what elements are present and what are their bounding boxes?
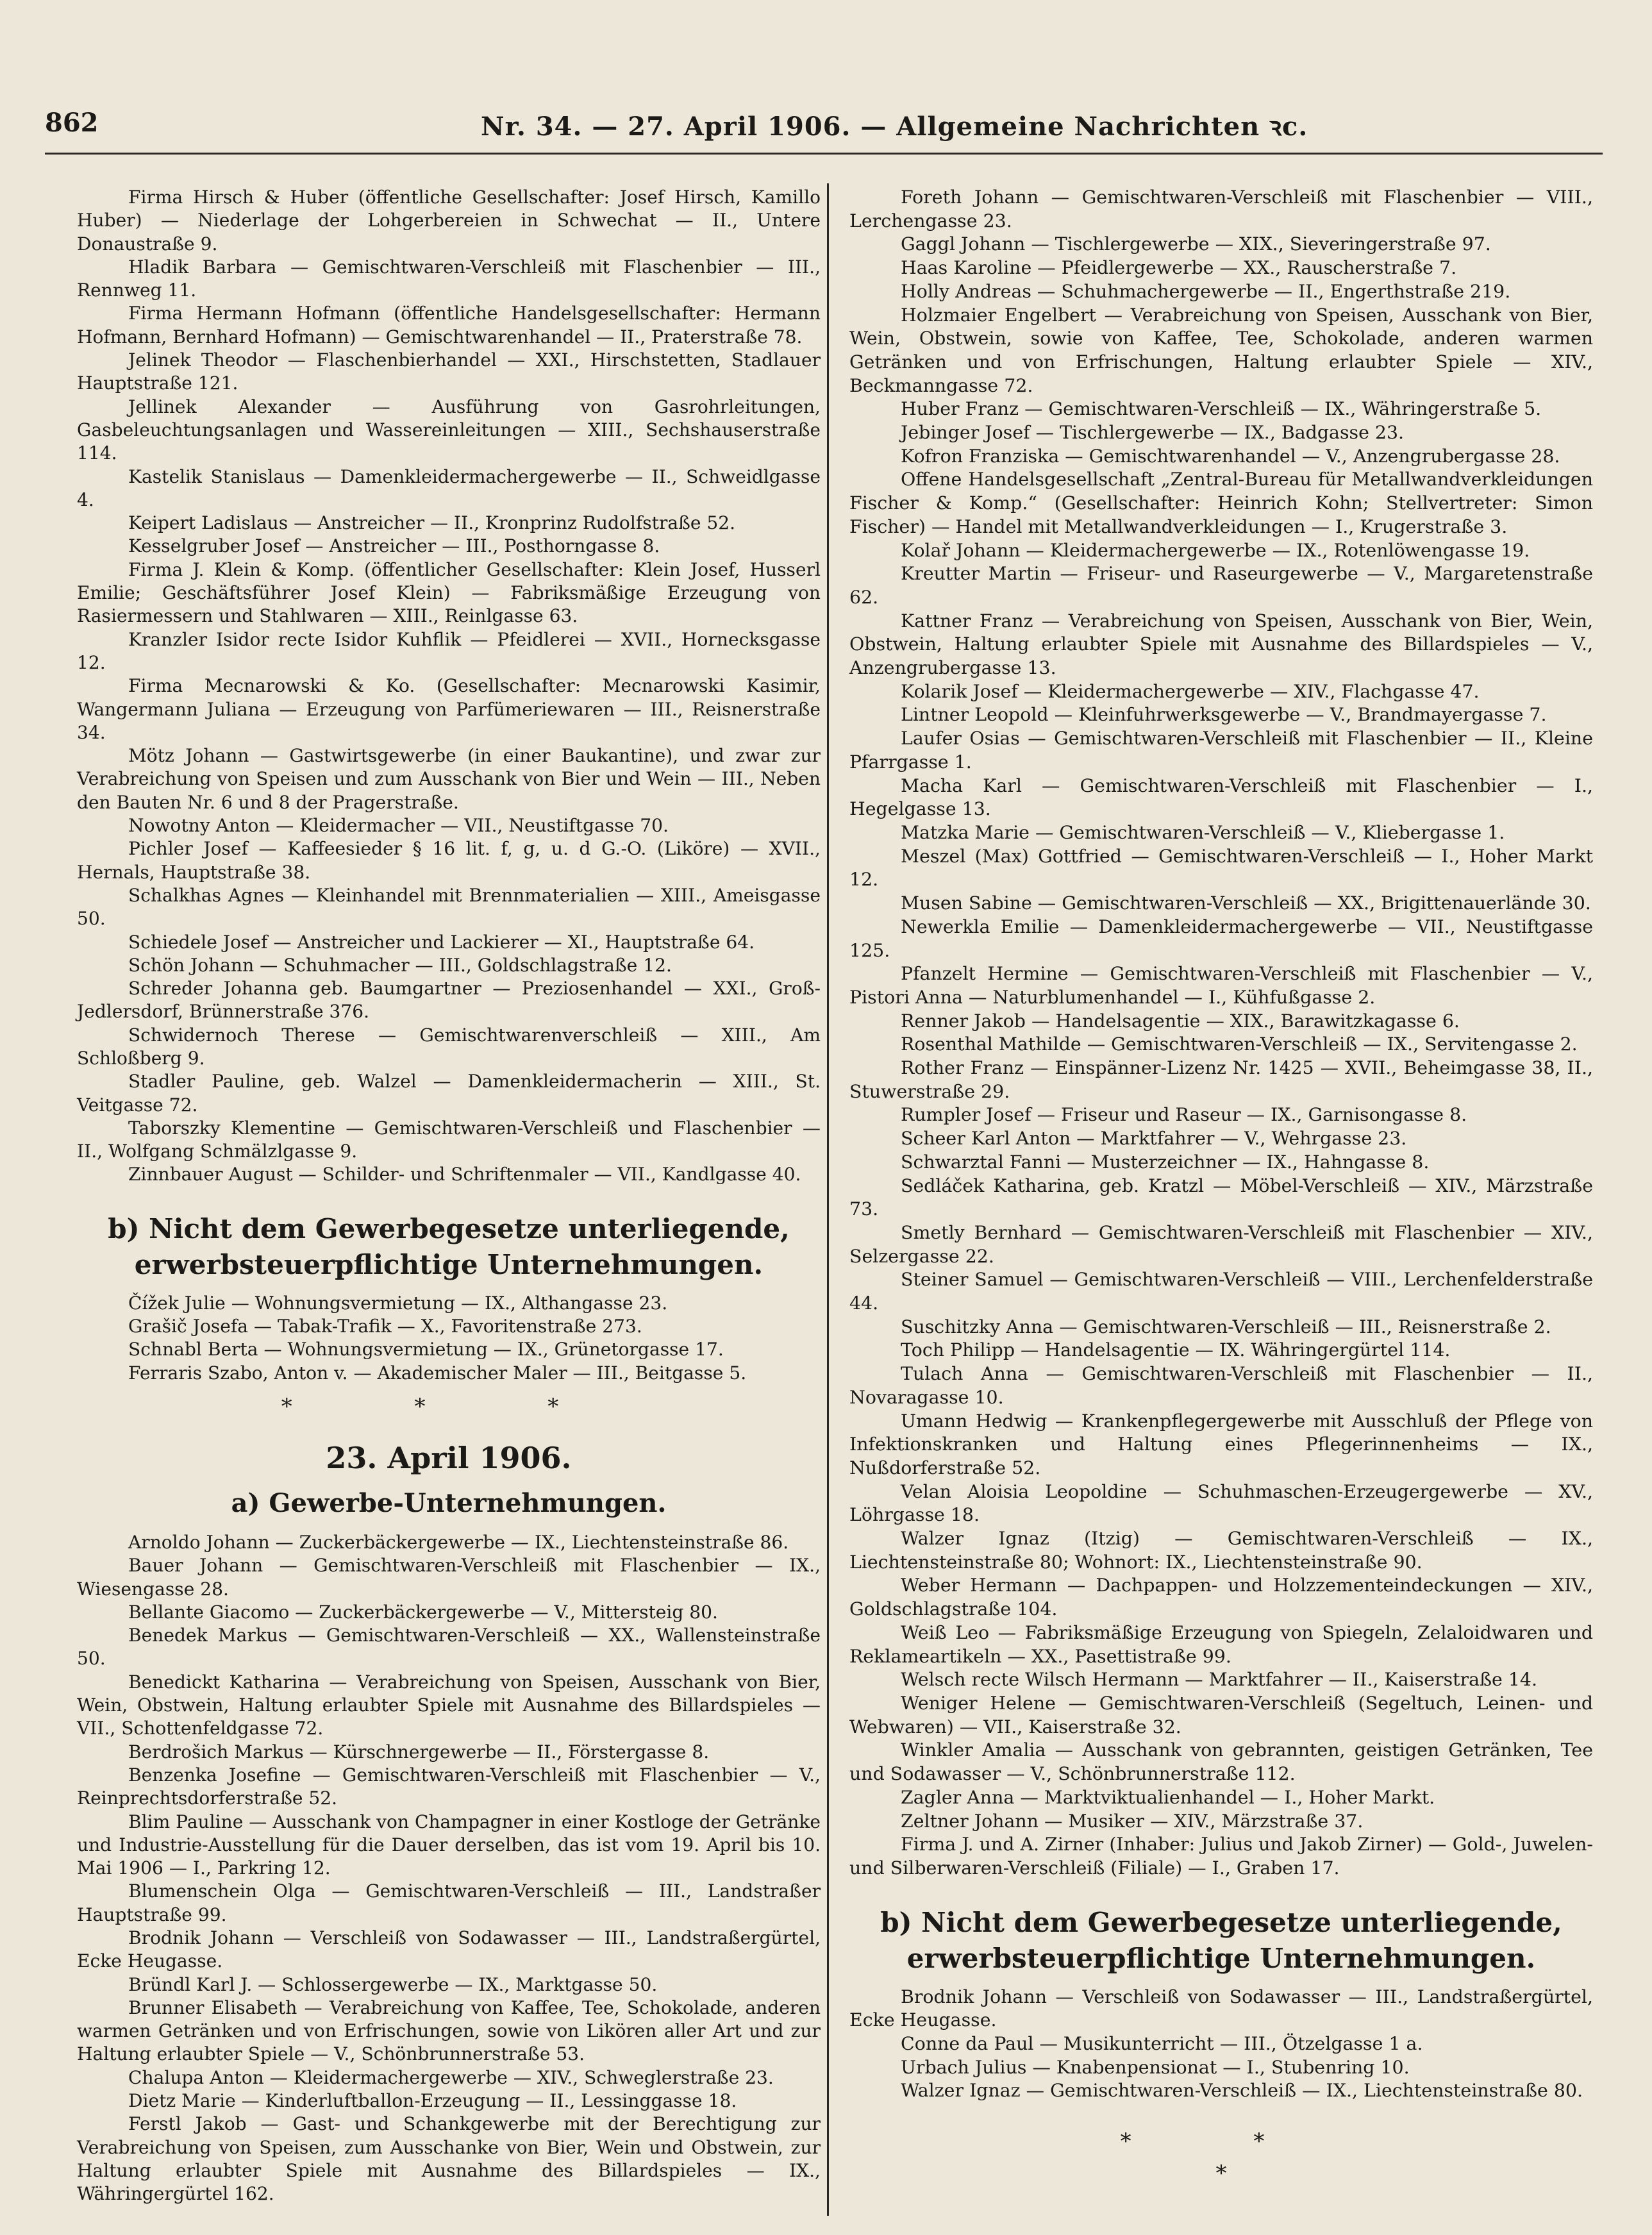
right-entries-a <box>849 186 1593 1880</box>
date-heading: 23. April 1906. <box>326 1440 572 1475</box>
list-item: Holly Andreas — Schuhmachergewerbe — II., Engerthstraße 219. <box>901 280 1511 302</box>
list-item: Chalupa Anton — Kleidermachergewerbe — XIV., Schweglerstraße 23. <box>128 2066 774 2088</box>
left-entries-b <box>77 1292 821 1385</box>
list-item: Firma Hermann Hofmann (öffentliche Handelsgesellschafter: Hermann Hofmann, Bernhard Hofmann) — Gemischtwarenhandel — II., Praterstraße 78. <box>77 303 821 347</box>
list-item: Smetly Bernhard — Gemischtwaren-Verschleiß mit Flaschenbier — XIV., Selzergasse 22. <box>849 1221 1593 1267</box>
list-item: Berdrošich Markus — Kürschnergewerbe — II., Förstergasse 8. <box>128 1741 710 1762</box>
list-item: Toch Philipp — Handelsagentie — IX. Währingergürtel 114. <box>901 1339 1451 1361</box>
list-item: Lintner Leopold — Kleinfuhrwerksgewerbe — V., Brandmayergasse 7. <box>901 704 1547 726</box>
left-entries-a <box>77 186 821 1187</box>
list-item: Welsch recte Wilsch Hermann — Marktfahrer — II., Kaiserstraße 14. <box>901 1669 1538 1691</box>
list-item: Mötz Johann — Gastwirtsgewerbe (in einer Baukantine), und zwar zur Verabreichung von Speisen und zum Ausschank von Bier und Wein — III., Neben den Bauten Nr. 6 und 8 der Pragerstraße. <box>77 745 821 813</box>
running-title: Nr. 34. — 27. April 1906. — Allgemeine Nachrichten ꝛc. <box>481 112 1308 142</box>
list-item: Schiedele Josef — Anstreicher und Lackierer — XI., Hauptstraße 64. <box>128 931 755 953</box>
list-item: Benedickt Katharina — Verabreichung von Speisen, Ausschank von Bier, Wein, Obstwein, Haltung erlaubter Spiele mit Ausnahme des Billardspieles — VII., Schottenfeldgasse 72. <box>77 1671 821 1739</box>
closing-stars-top: * * <box>1120 2129 1322 2155</box>
list-item: Kastelik Stanislaus — Damenkleidermachergewerbe — II., Schweidlgasse 4. <box>77 465 821 510</box>
list-item: Dietz Marie — Kinderluftballon-Erzeugung — II., Lessinggasse 18. <box>128 2090 737 2112</box>
list-item: Schnabl Berta — Wohnungsvermietung — IX., Grünetorgasse 17. <box>128 1339 724 1360</box>
list-item: Macha Karl — Gemischtwaren-Verschleiß mit Flaschenbier — I., Hegelgasse 13. <box>849 774 1593 820</box>
list-item: Conne da Paul — Musikunterricht — III., Ötzelgasse 1 a. <box>901 2033 1423 2055</box>
list-item: Pfanzelt Hermine — Gemischtwaren-Verschleiß mit Flaschenbier — V., Pistori Anna — Naturblumenhandel — I., Kühfußgasse 2. <box>849 963 1593 1008</box>
list-item: Sedláček Katharina, geb. Kratzl — Möbel-Verschleiß — XIV., Märzstraße 73. <box>849 1175 1593 1220</box>
list-item: Renner Jakob — Handelsagentie — XIX., Barawitzkagasse 6. <box>901 1010 1460 1032</box>
list-item: Blim Pauline — Ausschank von Champagner in einer Kostloge der Getränke und Industrie-Ausstellung für die Dauer derselben, das ist vom 19. April bis 10. Mai 1906 — I., Parkring 12. <box>77 1811 821 1879</box>
list-item: Bründl Karl J. — Schlossergewerbe — IX., Marktgasse 50. <box>128 1973 658 1995</box>
header-rule <box>45 153 1603 155</box>
list-item: Urbach Julius — Knabenpensionat — I., Stubenring 10. <box>901 2056 1410 2078</box>
list-item: Walzer Ignaz (Itzig) — Gemischtwaren-Verschleiß — IX., Liechtensteinstraße 80; Wohnort: IX., Liechtensteinstraße 90. <box>849 1528 1593 1573</box>
list-item: Kreutter Martin — Friseur- und Raseurgewerbe — V., Margaretenstraße 62. <box>849 563 1593 608</box>
list-item: Suschitzky Anna — Gemischtwaren-Verschleiß — III., Reisnerstraße 2. <box>901 1316 1551 1337</box>
section-heading-a: a) Gewerbe-Unternehmungen. <box>231 1487 667 1518</box>
list-item: Meszel (Max) Gottfried — Gemischtwaren-Verschleiß — I., Hoher Markt 12. <box>849 845 1593 891</box>
list-item: Kranzler Isidor recte Isidor Kuhflik — Pfeidlerei — XVII., Hornecksgasse 12. <box>77 628 821 673</box>
list-item: Taborszky Klementine — Gemischtwaren-Verschleiß und Flaschenbier — II., Wolfgang Schmälzlgasse 9. <box>77 1117 821 1162</box>
list-item: Zagler Anna — Marktviktualienhandel — I., Hoher Markt. <box>901 1786 1435 1808</box>
list-item: Haas Karoline — Pfeidlergewerbe — XX., Rauscherstraße 7. <box>901 257 1457 279</box>
left-entries-c <box>77 1531 821 2206</box>
list-item: Velan Aloisia Leopoldine — Schuhmaschen-Erzeugergewerbe — XV., Löhrgasse 18. <box>849 1480 1593 1526</box>
list-item: Čížek Julie — Wohnungsvermietung — IX., Althangasse 23. <box>128 1292 668 1314</box>
list-item: Laufer Osias — Gemischtwaren-Verschleiß mit Flaschenbier — II., Kleine Pfarrgasse 1. <box>849 728 1593 773</box>
list-item: Foreth Johann — Gemischtwaren-Verschleiß mit Flaschenbier — VIII., Lerchengasse 23. <box>849 187 1593 231</box>
left-column <box>77 186 821 2206</box>
list-item: Firma J. Klein & Komp. (öffentlicher Gesellschafter: Klein Josef, Husserl Emilie; Geschäftsführer Josef Klein) — Fabriksmäßige Erzeugung von Rasiermessern und Stahlwaren — XIII., Reinlgasse 63. <box>77 558 821 627</box>
right-column <box>849 186 1593 2186</box>
list-item: Rosenthal Mathilde — Gemischtwaren-Verschleiß — IX., Servitengasse 2. <box>901 1034 1578 1055</box>
list-item: Kolarik Josef — Kleidermachergewerbe — XIV., Flachgasse 47. <box>901 680 1480 702</box>
list-item: Ferraris Szabo, Anton v. — Akademischer Maler — III., Beitgasse 5. <box>128 1362 747 1384</box>
list-item: Musen Sabine — Gemischtwaren-Verschleiß — XX., Brigittenauerlände 30. <box>901 892 1591 914</box>
list-item: Rother Franz — Einspänner-Lizenz Nr. 1425 — XVII., Beheimgasse 38, II., Stuwerstraße 29. <box>849 1057 1593 1102</box>
list-item: Jebinger Josef — Tischlergewerbe — IX., Badgasse 23. <box>901 422 1405 444</box>
list-item: Winkler Amalia — Ausschank von gebrannten, geistigen Getränken, Tee und Sodawasser — V., Schönbrunnerstraße 112. <box>849 1739 1593 1785</box>
page-number: 862 <box>45 108 99 138</box>
list-item: Kolař Johann — Kleidermachergewerbe — IX., Rotenlöwengasse 19. <box>901 539 1530 561</box>
list-item: Huber Franz — Gemischtwaren-Verschleiß — IX., Währingerstraße 5. <box>901 398 1542 420</box>
list-item: Benzenka Josefine — Gemischtwaren-Verschleiß mit Flaschenbier — V., Reinprechtsdorferstraße 52. <box>77 1764 821 1809</box>
section-stars: * * * <box>281 1393 617 1419</box>
list-item: Tulach Anna — Gemischtwaren-Verschleiß mit Flaschenbier — II., Novaragasse 10. <box>849 1363 1593 1408</box>
list-item: Holzmaier Engelbert — Verabreichung von Speisen, Ausschank von Bier, Wein, Obstwein, sowie von Kaffee, Tee, Schokolade, anderen warmen Getränken und von Erfrischungen, Haltung erlaubter Spiele — XIV., Beckmanngasse 72. <box>849 304 1593 396</box>
section-heading-b: b) Nicht dem Gewerbegesetze unterliegende, erwerbsteuerpflichtige Unternehmungen. <box>108 1212 790 1280</box>
list-item: Weiß Leo — Fabriksmäßige Erzeugung von Spiegeln, Zelaloidwaren und Reklameartikeln — XX., Pasettistraße 99. <box>849 1621 1593 1667</box>
list-item: Schön Johann — Schuhmacher — III., Goldschlagstraße 12. <box>128 954 672 976</box>
list-item: Walzer Ignaz — Gemischtwaren-Verschleiß — IX., Liechtensteinstraße 80. <box>901 2080 1583 2102</box>
list-item: Kesselgruber Josef — Anstreicher — III., Posthorngasse 8. <box>128 535 660 557</box>
list-item: Jellinek Alexander — Ausführung von Gasrohrleitungen, Gasbeleuchtungsanlagen und Wassereinleitungen — XIII., Sechshauserstraße 114. <box>77 396 821 464</box>
list-item: Umann Hedwig — Krankenpflegergewerbe mit Ausschluß der Pflege von Infektionskranken und Haltung eines Pflegerinnenheims — IX., Nußdorferstraße 52. <box>849 1410 1593 1478</box>
list-item: Schreder Johanna geb. Baumgartner — Preziosenhandel — XXI., Groß-Jedlersdorf, Brünnerstraße 376. <box>77 978 821 1023</box>
list-item: Brodnik Johann — Verschleiß von Sodawasser — III., Landstraßergürtel, Ecke Heugasse. <box>77 1927 821 1972</box>
list-item: Kattner Franz — Verabreichung von Speisen, Ausschank von Bier, Wein, Obstwein, Haltung erlaubter Spiele mit Ausnahme des Billardspieles — V., Anzengrubergasse 13. <box>849 610 1593 679</box>
right-entries-b <box>849 1986 1593 2104</box>
list-item: Rumpler Josef — Friseur und Raseur — IX., Garnisongasse 8. <box>901 1104 1467 1126</box>
list-item: Hladik Barbara — Gemischtwaren-Verschleiß mit Flaschenbier — III., Rennweg 11. <box>77 256 821 301</box>
column-divider <box>827 183 829 2216</box>
list-item: Offene Handelsgesellschaft „Zentral-Bureau für Metallwandverkleidungen Fischer & Komp.“ (Gesellschafter: Heinrich Kohn; Stellvertreter: Simon Fischer) — Handel mit Metallwandverkleidungen — I., Krugerstraße 3. <box>849 469 1593 537</box>
list-item: Firma Hirsch & Huber (öffentliche Gesellschafter: Josef Hirsch, Kamillo Huber) — Niederlage der Lohgerbereien in Schwechat — II., Untere Donaustraße 9. <box>77 187 821 255</box>
list-item: Steiner Samuel — Gemischtwaren-Verschleiß — VIII., Lerchenfelderstraße 44. <box>849 1269 1593 1314</box>
closing-stars-bottom: * <box>1215 2161 1227 2187</box>
list-item: Weber Hermann — Dachpappen- und Holzzementeindeckungen — XIV., Goldschlagstraße 104. <box>849 1575 1593 1620</box>
list-item: Firma J. und A. Zirner (Inhaber: Julius und Jakob Zirner) — Gold-, Juwelen- und Silberwaren-Verschleiß (Filiale) — I., Graben 17. <box>849 1834 1593 1879</box>
list-item: Gaggl Johann — Tischlergewerbe — XIX., Sieveringerstraße 97. <box>901 233 1491 255</box>
list-item: Brodnik Johann — Verschleiß von Sodawasser — III., Landstraßergürtel, Ecke Heugasse. <box>849 1986 1593 2031</box>
list-item: Benedek Markus — Gemischtwaren-Verschleiß — XX., Wallensteinstraße 50. <box>77 1625 821 1670</box>
list-item: Nowotny Anton — Kleidermacher — VII., Neustiftgasse 70. <box>128 815 669 837</box>
list-item: Zinnbauer August — Schilder- und Schriftenmaler — VII., Kandlgasse 40. <box>128 1164 801 1185</box>
list-item: Stadler Pauline, geb. Walzel — Damenkleidermacherin — XIII., St. Veitgasse 72. <box>77 1071 821 1116</box>
list-item: Keipert Ladislaus — Anstreicher — II., Kronprinz Rudolfstraße 52. <box>128 512 736 534</box>
list-item: Ferstl Jakob — Gast- und Schankgewerbe mit der Berechtigung zur Verabreichung von Speisen, zum Ausschanke von Bier, Wein und Obstwein, zur Haltung erlaubter Spiele mit Ausnahme des Billardspieles — IX., Währingergürtel 162. <box>77 2113 821 2205</box>
list-item: Matzka Marie — Gemischtwaren-Verschleiß — V., Kliebergasse 1. <box>901 821 1505 843</box>
page-header <box>45 108 1603 153</box>
list-item: Bauer Johann — Gemischtwaren-Verschleiß mit Flaschenbier — IX., Wiesengasse 28. <box>77 1555 821 1600</box>
list-item: Arnoldo Johann — Zuckerbäckergewerbe — IX., Liechtensteinstraße 86. <box>128 1531 789 1553</box>
list-item: Blumenschein Olga — Gemischtwaren-Verschleiß — III., Landstraßer Hauptstraße 99. <box>77 1880 821 1925</box>
list-item: Schwidernoch Therese — Gemischtwarenverschleiß — XIII., Am Schloßberg 9. <box>77 1024 821 1069</box>
list-item: Bellante Giacomo — Zuckerbäckergewerbe — V., Mittersteig 80. <box>128 1601 718 1623</box>
list-item: Schalkhas Agnes — Kleinhandel mit Brennmaterialien — XIII., Ameisgasse 50. <box>77 884 821 930</box>
list-item: Weniger Helene — Gemischtwaren-Verschleiß (Segeltuch, Leinen- und Webwaren) — VII., Kaiserstraße 32. <box>849 1693 1593 1737</box>
list-item: Kofron Franziska — Gemischtwarenhandel — V., Anzengrubergasse 28. <box>901 445 1560 467</box>
list-item: Brunner Elisabeth — Verabreichung von Kaffee, Tee, Schokolade, anderen warmen Getränken und von Erfrischungen, sowie von Likören aller Art und zur Haltung erlaubter Spiele — V., Schönbrunnerstraße 53. <box>77 1996 821 2065</box>
list-item: Firma Mecnarowski & Ko. (Gesellschafter: Mecnarowski Kasimir, Wangermann Juliana — Erzeugung von Parfümeriewaren — III., Reisnerstraße 34. <box>77 675 821 743</box>
list-item: Newerkla Emilie — Damenkleidermachergewerbe — VII., Neustiftgasse 125. <box>849 916 1593 961</box>
list-item: Pichler Josef — Kaffeesieder § 16 lit. f, g, u. d G.-O. (Liköre) — XVII., Hernals, Hauptstraße 38. <box>77 838 821 883</box>
section-heading-b-right: b) Nicht dem Gewerbegesetze unterliegende, erwerbsteuerpflichtige Unternehmungen. <box>880 1906 1562 1974</box>
list-item: Scheer Karl Anton — Marktfahrer — V., Wehrgasse 23. <box>901 1128 1407 1150</box>
list-item: Jelinek Theodor — Flaschenbierhandel — XXI., Hirschstetten, Stadlauer Hauptstraße 121. <box>77 349 821 394</box>
list-item: Schwarztal Fanni — Musterzeichner — IX., Hahngasse 8. <box>901 1151 1430 1173</box>
list-item: Zeltner Johann — Musiker — XIV., Märzstraße 37. <box>901 1810 1364 1832</box>
list-item: Grašič Josefa — Tabak-Trafik — X., Favoritenstraße 273. <box>128 1316 642 1337</box>
